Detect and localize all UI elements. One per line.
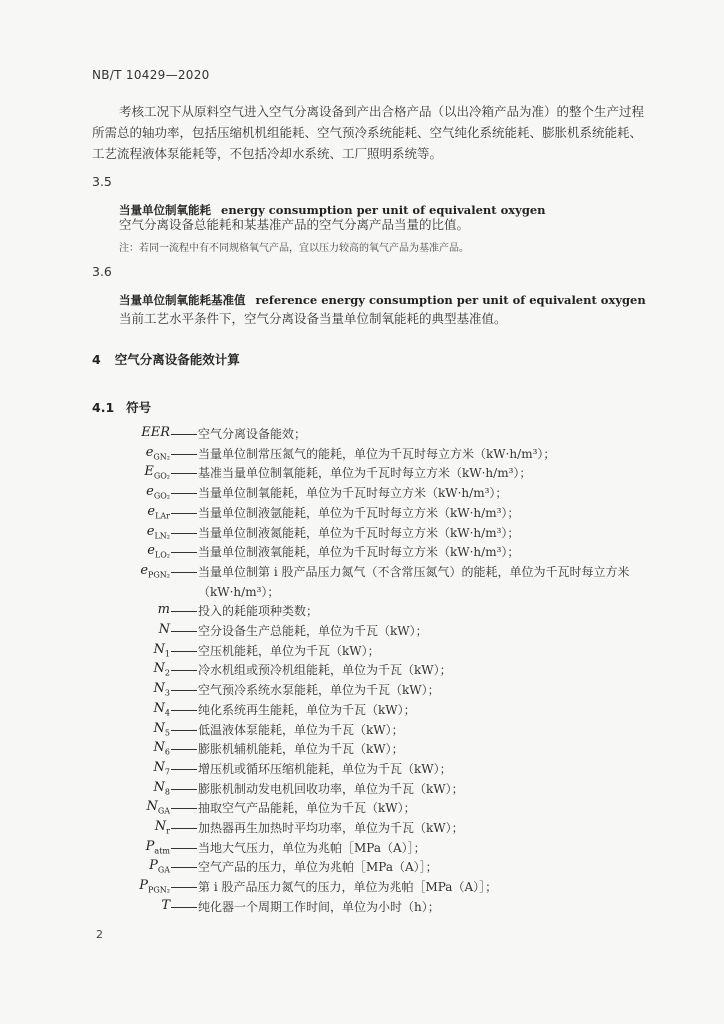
symbol-base: N [158, 622, 170, 637]
symbol-base: e [146, 523, 155, 539]
symbol-row [0, 740, 724, 760]
symbol-description: 投入的耗能项种类数； [198, 604, 319, 619]
clause-3-5-number: 3.5 [92, 174, 112, 189]
symbol-base: N [153, 661, 165, 677]
symbol-description: 加热器再生加热时平均功率，单位为千瓦（kW）； [198, 821, 464, 835]
symbol [146, 799, 170, 816]
symbol-row-continuation [0, 583, 724, 603]
symbol-base: N [153, 740, 165, 756]
symbol-dash [171, 533, 197, 534]
symbol-dash [171, 907, 197, 908]
symbol-description: 当量单位制液氮能耗，单位为千瓦时每立方米（kW·h/m³）； [198, 525, 520, 540]
symbol-subscript: GA [157, 806, 170, 816]
symbol-base: e [147, 543, 155, 559]
symbol-base: EER [141, 425, 170, 440]
symbol-base: N [153, 681, 165, 697]
symbol-row [0, 464, 724, 484]
clause-3-5-term-en: energy consumption per unit of equivalent oxygen [221, 203, 546, 217]
symbol-row [0, 681, 724, 701]
standard-number-header: NB/T 10429—2020 [92, 68, 210, 82]
symbol-row [0, 858, 724, 878]
symbol-description: （kW·h/m³）； [198, 584, 280, 599]
symbol-subscript: 4 [164, 708, 170, 718]
clause-3-5-note: 注：若同一流程中有不同规格氧气产品，宜以压力较高的氧气产品为基准产品。 [119, 243, 469, 254]
intro-paragraph-line-3: 工艺流程液体泵能耗等，不包括冷却水系统、工厂照明系统等。 [92, 146, 443, 161]
symbol-description: 空气产品的压力，单位为兆帕［MPa（A）］； [198, 860, 438, 875]
symbol-dash [171, 473, 197, 474]
symbol [146, 484, 170, 501]
symbol-dash [171, 513, 197, 514]
symbol-base: T [161, 897, 170, 913]
symbol-dash [171, 730, 197, 731]
symbol [149, 858, 170, 875]
symbol-row [0, 878, 724, 898]
symbol-subscript: 6 [164, 747, 170, 757]
section-4-1-title: 符号 [126, 400, 152, 415]
symbol [154, 760, 170, 777]
symbol-dash [171, 651, 197, 652]
symbol-subscript: 7 [164, 767, 170, 777]
symbol-description: 第 i 股产品压力氮气的压力，单位为兆帕［MPa（A）］； [198, 880, 498, 895]
symbol-base: N [146, 799, 158, 815]
symbol-description: 冷水机组或预冷机组能耗，单位为千瓦（kW）； [198, 663, 452, 678]
symbol-dash [171, 552, 197, 553]
symbol-base: m [157, 602, 170, 618]
symbol-row [0, 563, 724, 583]
symbol-dash [171, 749, 197, 750]
symbol-row [0, 602, 724, 622]
symbol-subscript: PGN₂ [148, 885, 170, 895]
clause-3-6-term [119, 292, 646, 308]
symbol [154, 780, 170, 797]
symbol [155, 819, 170, 836]
symbol-base: P [139, 878, 149, 894]
symbol [154, 740, 170, 757]
symbol-description: 空分设备生产总能耗，单位为千瓦（kW）； [198, 624, 428, 638]
symbol-row [0, 484, 724, 504]
symbol-base: N [153, 700, 165, 716]
symbol [146, 445, 170, 462]
symbol [159, 622, 170, 637]
clause-3-6-term-cn: 当量单位制氧能耗基准值 [119, 293, 246, 307]
symbol-description: 当量单位制第 i 股产品压力氮气（不含常压氮气）的能耗，单位为千瓦时每立方米 [198, 564, 630, 579]
clause-3-6-number: 3.6 [92, 264, 112, 279]
symbol-subscript: LAr [155, 511, 170, 521]
section-4-title: 空气分离设备能效计算 [114, 352, 240, 367]
symbol-description: 当地大气压力，单位为兆帕［MPa（A）］； [198, 840, 426, 855]
symbol-subscript: LN₂ [154, 531, 170, 541]
symbol-row [0, 445, 724, 465]
symbol-row [0, 642, 724, 662]
symbol-dash [171, 434, 197, 435]
symbol [147, 504, 170, 521]
symbol-base: N [153, 720, 165, 736]
symbol-subscript: atm [154, 846, 170, 856]
symbol-description: 低温液体泵能耗，单位为千瓦（kW）； [198, 722, 404, 737]
symbol-dash [171, 572, 197, 573]
symbol-base: e [147, 503, 156, 519]
symbol [154, 661, 170, 678]
symbol-dash [171, 848, 197, 849]
section-4-1-heading [92, 398, 151, 416]
symbol-description: 纯化系统再生能耗，单位为千瓦（kW）； [198, 702, 416, 717]
symbol-dash [171, 454, 197, 455]
symbol-description: 空压机能耗，单位为千瓦（kW）； [198, 643, 380, 658]
symbol-dash [171, 690, 197, 691]
symbol-base: P [145, 838, 155, 854]
intro-paragraph-line-2: 所需总的轴功率，包括压缩机机组能耗、空气预冷系统能耗、空气纯化系统能耗、膨胀机系统能耗、 [92, 125, 643, 140]
symbol-description: 当量单位制常压氮气的能耗，单位为千瓦时每立方米（kW·h/m³）； [198, 446, 556, 461]
symbol [140, 563, 170, 580]
symbol-row [0, 504, 724, 524]
symbol-row [0, 760, 724, 780]
symbol-base: N [153, 779, 165, 795]
symbol-row [0, 661, 724, 681]
symbol-base: e [140, 562, 149, 578]
symbol-description: 膨胀机辅机能耗，单位为千瓦（kW）； [198, 742, 404, 757]
symbol-dash [171, 611, 197, 612]
symbol-dash [171, 828, 197, 829]
symbol-subscript: 8 [164, 787, 170, 797]
symbol-description: 空气预冷系统水泵能耗，单位为千瓦（kW）； [198, 683, 440, 698]
symbol-row [0, 425, 724, 445]
symbol-description: 当量单位制液氩能耗，单位为千瓦时每立方米（kW·h/m³）； [198, 505, 520, 520]
intro-paragraph-line-1: 考核工况下从原料空气进入空气分离设备到产出合格产品（以出冷箱产品为准）的整个生产过程 [119, 104, 645, 119]
symbol-row [0, 524, 724, 544]
symbol-row [0, 701, 724, 721]
symbol-row [0, 543, 724, 563]
symbol-subscript: 5 [164, 728, 170, 738]
section-4-number: 4 [92, 352, 101, 367]
symbol-base: e [145, 444, 154, 460]
symbol-dash [171, 867, 197, 868]
symbol-description: 纯化器一个周期工作时间，单位为小时（h）； [198, 899, 440, 914]
symbol [144, 464, 170, 481]
symbol-base: P [149, 858, 158, 874]
symbol-subscript: GN₂ [153, 452, 170, 462]
symbol [154, 721, 170, 738]
symbol-description: 基准当量单位制氧能耗，单位为千瓦时每立方米（kW·h/m³）； [198, 466, 532, 481]
symbol-dash [171, 710, 197, 711]
symbol-dash [171, 789, 197, 790]
symbol-dash [171, 887, 197, 888]
symbol-description: 抽取空气产品能耗，单位为千瓦（kW）； [198, 801, 416, 816]
symbol-row [0, 622, 724, 642]
symbol-description: 当量单位制氧能耗，单位为千瓦时每立方米（kW·h/m³）； [198, 486, 508, 501]
symbol-subscript: r [166, 826, 170, 836]
symbol-base: E [144, 464, 154, 480]
symbol-subscript: PGN₂ [148, 570, 170, 580]
symbol [158, 602, 170, 617]
symbol-description: 增压机或循环压缩机能耗，单位为千瓦（kW）； [198, 761, 452, 776]
symbol [154, 681, 170, 698]
symbol-base: N [153, 641, 165, 657]
symbol-subscript: GO₂ [153, 491, 170, 501]
symbol-dash [171, 808, 197, 809]
symbol [141, 425, 170, 440]
section-4-1-number: 4.1 [92, 400, 115, 415]
symbol [161, 898, 170, 913]
symbol-subscript: GO₂ [153, 471, 170, 481]
symbol-dash [171, 769, 197, 770]
clause-3-6-term-en: reference energy consumption per unit of equivalent oxygen [255, 293, 646, 307]
symbol-row [0, 898, 724, 918]
symbol-row [0, 780, 724, 800]
symbol-dash [171, 493, 197, 494]
symbol-subscript: LO₂ [154, 550, 170, 560]
symbol [147, 543, 170, 560]
symbol-subscript: 1 [164, 649, 170, 659]
symbol-description: 膨胀机制动发电机回收功率，单位为千瓦（kW）； [198, 781, 464, 796]
clause-3-6-definition: 当前工艺水平条件下，空气分离设备当量单位制氧能耗的典型基准值。 [119, 311, 507, 326]
section-4-heading [92, 350, 240, 368]
symbol-subscript: 3 [164, 688, 170, 698]
symbol-base: N [154, 819, 167, 834]
symbol-row [0, 839, 724, 859]
symbol [154, 642, 170, 659]
symbol-dash [171, 670, 197, 671]
symbol-description: 空气分离设备能效； [198, 427, 307, 441]
symbol-description: 当量单位制液氧能耗，单位为千瓦时每立方米（kW·h/m³）； [198, 545, 520, 560]
symbol [147, 524, 170, 541]
symbol [154, 701, 170, 718]
symbol-row [0, 721, 724, 741]
symbol-row [0, 799, 724, 819]
symbol-subscript: 2 [164, 668, 170, 678]
symbol-base: e [146, 484, 154, 500]
symbol-row [0, 819, 724, 839]
clause-3-5-definition: 空气分离设备总能耗和某基准产品的空气分离产品当量的比值。 [119, 217, 470, 232]
symbol [139, 878, 170, 895]
symbol-base: N [153, 759, 165, 775]
symbol-dash [171, 631, 197, 632]
symbol [146, 839, 170, 856]
page-number: 2 [96, 928, 103, 941]
clause-3-5-term-cn: 当量单位制氧能耗 [119, 203, 211, 217]
symbol-subscript: GA [157, 865, 170, 875]
